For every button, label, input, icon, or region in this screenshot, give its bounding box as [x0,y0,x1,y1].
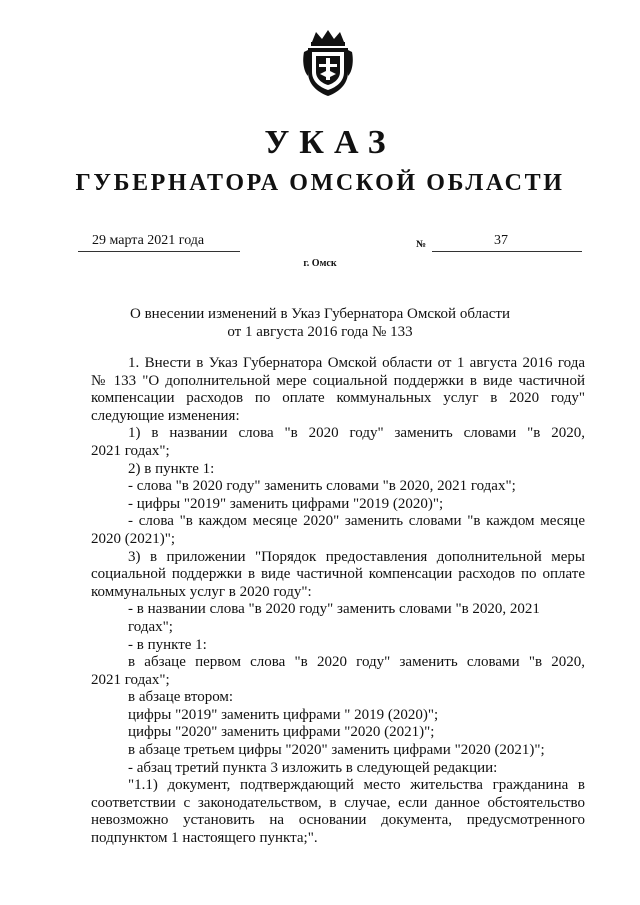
decree-title: УКАЗ [264,124,396,161]
body-line: - слова "в 2020 году" заменить словами "в 2020, 2021 годах"; [128,478,516,495]
body-line: № 133 "О дополнительной мере социальной поддержки в виде частичной [91,372,585,389]
body-line: коммунальных услуг в 2020 году": [91,583,312,600]
body-line: 1. Внести в Указ Губернатора Омской области от 1 августа 2016 года [128,355,585,371]
body-line: - абзац третий пункта 3 изложить в следующей редакции: [128,759,498,776]
decree-date: 29 марта 2021 года [92,233,205,248]
body-line: подпунктом 1 настоящего пункта;". [91,830,318,847]
body-line: цифры "2019" заменить цифрами " 2019 (2020)"; [128,706,439,723]
body-line: соответствии с законодательством, в случае, если данное обстоятельство [91,794,585,811]
body-line: - в названии слова "в 2020 году" заменить словами "в 2020, 2021 годах"; [128,601,540,635]
body-line: в абзаце втором: [128,689,234,706]
body-line: 2021 годах"; [91,442,170,459]
body-line: "1.1) документ, подтверждающий место жительства гражданина в [128,777,585,794]
body-line: в абзаце первом слова "в 2020 году" заменить словами "в 2020, [128,654,585,671]
city-label: г. Омск [303,258,337,269]
body-line: компенсации расходов по оплате коммунальных услуг в 2020 году" [91,390,585,407]
decree-body [91,355,585,848]
body-line: цифры "2020" заменить цифрами "2020 (2021)"; [128,724,435,741]
body-line: 1) в названии слова "в 2020 году" заменить словами "в 2020, [128,425,585,442]
number-underline [432,251,582,252]
body-line: - в пункте 1: [128,636,207,653]
omsk-coat-of-arms-icon [302,28,354,98]
body-line: следующие изменения: [91,407,240,424]
body-line: - цифры "2019" заменить цифрами "2019 (2020)"; [128,495,444,512]
body-line: 2021 годах"; [91,671,170,688]
body-line: социальной поддержки в виде частичной компенсации расходов по оплате [91,566,585,583]
body-line: 2020 (2021)"; [91,530,176,547]
body-line: невозможно установить на основании документа, предусмотренного [91,812,585,829]
body-line: - слова "в каждом месяце 2020" заменить словами "в каждом месяце [128,513,585,530]
decree-heading [0,305,640,341]
body-line: 3) в приложении "Порядок предоставления дополнительной меры [128,548,585,565]
heading-line: О внесении изменений в Указ Губернатора Омской области [130,306,510,322]
decree-number: 37 [494,233,508,248]
number-sign: № [416,239,427,250]
heading-line: от 1 августа 2016 года № 133 [227,324,413,340]
body-line: в абзаце третьем цифры "2020" заменить цифрами "2020 (2021)"; [128,742,545,759]
issuer-subtitle: ГУБЕРНАТОРА ОМСКОЙ ОБЛАСТИ [75,170,565,196]
date-underline [78,251,240,252]
body-line: 2) в пункте 1: [128,460,215,477]
